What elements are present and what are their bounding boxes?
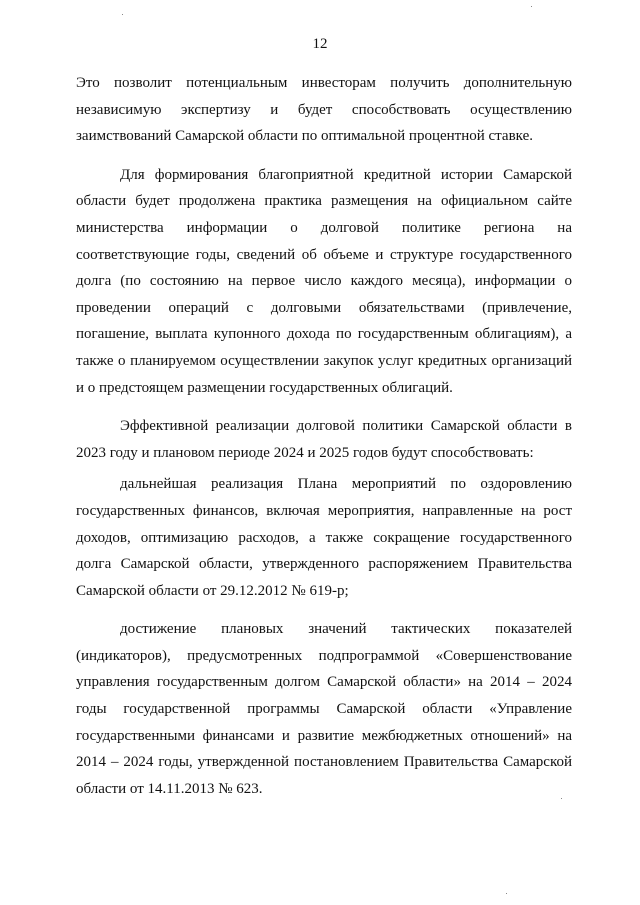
paragraph-target-indicators: достижение плановых значений тактических показателей (индикаторов), предусмотренных подпрограммой «Совершенствование управления государственным долгом Самарской области» на 2014 – 2024 годы государственной программы Самарской области «Управление государственными финансами и развитие межбюджетных отношений» на 2014 – 2024 годы, утвержденной постановлением Правительства Самарской области от 14.11.2013 № 623. [76, 621, 572, 797]
scan-speck [531, 6, 532, 7]
paragraph-finance-recovery-plan: дальнейшая реализация Плана мероприятий по оздоровлению государственных финансов, включая мероприятия, направленные на рост доходов, оптимизацию расходов, а также сокращение государственного долга Самарской области, утвержденного распоряжением Правительства Самарской области от 29.12.2012 № 619-р; [76, 476, 572, 599]
paragraph-debt-policy-intro: Эффективной реализации долговой политики Самарской области в 2023 году и плановом периоде 2024 и 2025 годов будут способствовать: [76, 418, 572, 461]
document-body [76, 70, 572, 802]
scan-speck [561, 798, 562, 799]
scan-speck [506, 893, 507, 894]
paragraph-credit-history: Для формирования благоприятной кредитной истории Самарской области будет продолжена практика размещения на официальном сайте министерства информации о долговой политике региона на соответствующие годы, сведений об объеме и структуре государственного долга (по состоянию на первое число каждого месяца), информации о проведении операций с долговыми обязательствами (привлечение, погашение, выплата купонного дохода по государственным облигациям), а также о планируемом осуществлении закупок услуг кредитных организаций и о предстоящем размещении государственных облигаций. [76, 166, 572, 396]
scan-speck [122, 14, 123, 15]
paragraph-investor-expertise: Это позволит потенциальным инвесторам получить дополнительную независимую экспертизу и будет способствовать осуществлению заимствований Самарской области по оптимальной процентной ставке. [76, 75, 572, 145]
page-number: 12 [312, 36, 328, 52]
